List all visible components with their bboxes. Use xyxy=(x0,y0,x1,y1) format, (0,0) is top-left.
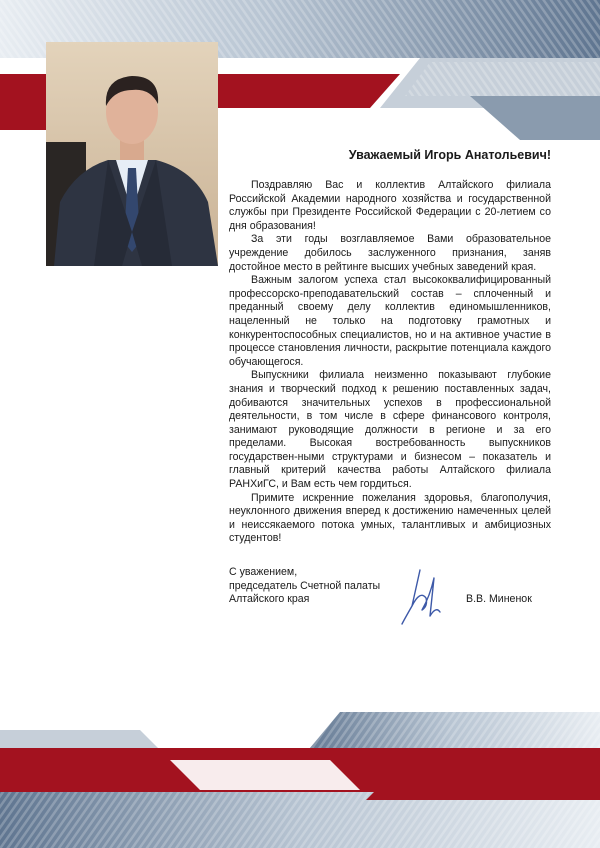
letter-paragraph: Примите искренние пожелания здоровья, благополучия, неуклонного движения вперед к достижению намеченных целей и неиссякаемого потока умных, талантливых и амбициозных студентов! xyxy=(229,491,551,545)
letter-body xyxy=(229,148,551,546)
letter-paragraph: Поздравляю Вас и коллектив Алтайского филиала Российской Академии народного хозяйства и государственной службы при Президенте Российской Федерации с 20-летием со дня образования! xyxy=(229,179,551,232)
portrait-photo xyxy=(46,42,218,266)
letter-paragraph: Выпускники филиала неизменно показывают глубокие знания и творческий подход к решению поставленных задач, добиваются значительных успехов в профессиональной деятельности, в том числе в сфере финансового контроля, занимают руководящие должности в регионе и за его пределами. Высокая востребованность выпускников государствен-ными структурами и бизнесом – показатель и главный критерий качества работы Алтайского филиала РАНХиГС, и Вам есть чем гордиться. xyxy=(229,369,551,491)
signer-name: В.В. Миненок xyxy=(466,593,532,605)
footer-decoration xyxy=(0,700,600,848)
letter-paragraph: Важным залогом успеха стал высококвалифицированный профессорско-преподавательский состав – сплоченный и преданный своему делу коллектив единомышленников, нацеленный не только на подготовку грамотных и конкурентоспособных специалистов, но и на активное участие в процессе становления личности, раскрытие потенциала каждого обучающегося. xyxy=(229,274,551,368)
letter-closing xyxy=(229,566,409,607)
portrait-illustration xyxy=(46,42,218,266)
closing-line: С уважением, xyxy=(229,566,298,578)
closing-line: председатель Счетной палаты xyxy=(229,579,381,592)
letter-greeting: Уважаемый Игорь Анатольевич! xyxy=(348,148,551,162)
letter-paragraph: За эти годы возглавляемое Вами образовательное учреждение добилось заслуженного признания, заняв достойное место в рейтинге высших учебных заведений края. xyxy=(229,233,551,273)
closing-line: Алтайского края xyxy=(229,593,310,606)
handwritten-signature xyxy=(398,566,444,628)
